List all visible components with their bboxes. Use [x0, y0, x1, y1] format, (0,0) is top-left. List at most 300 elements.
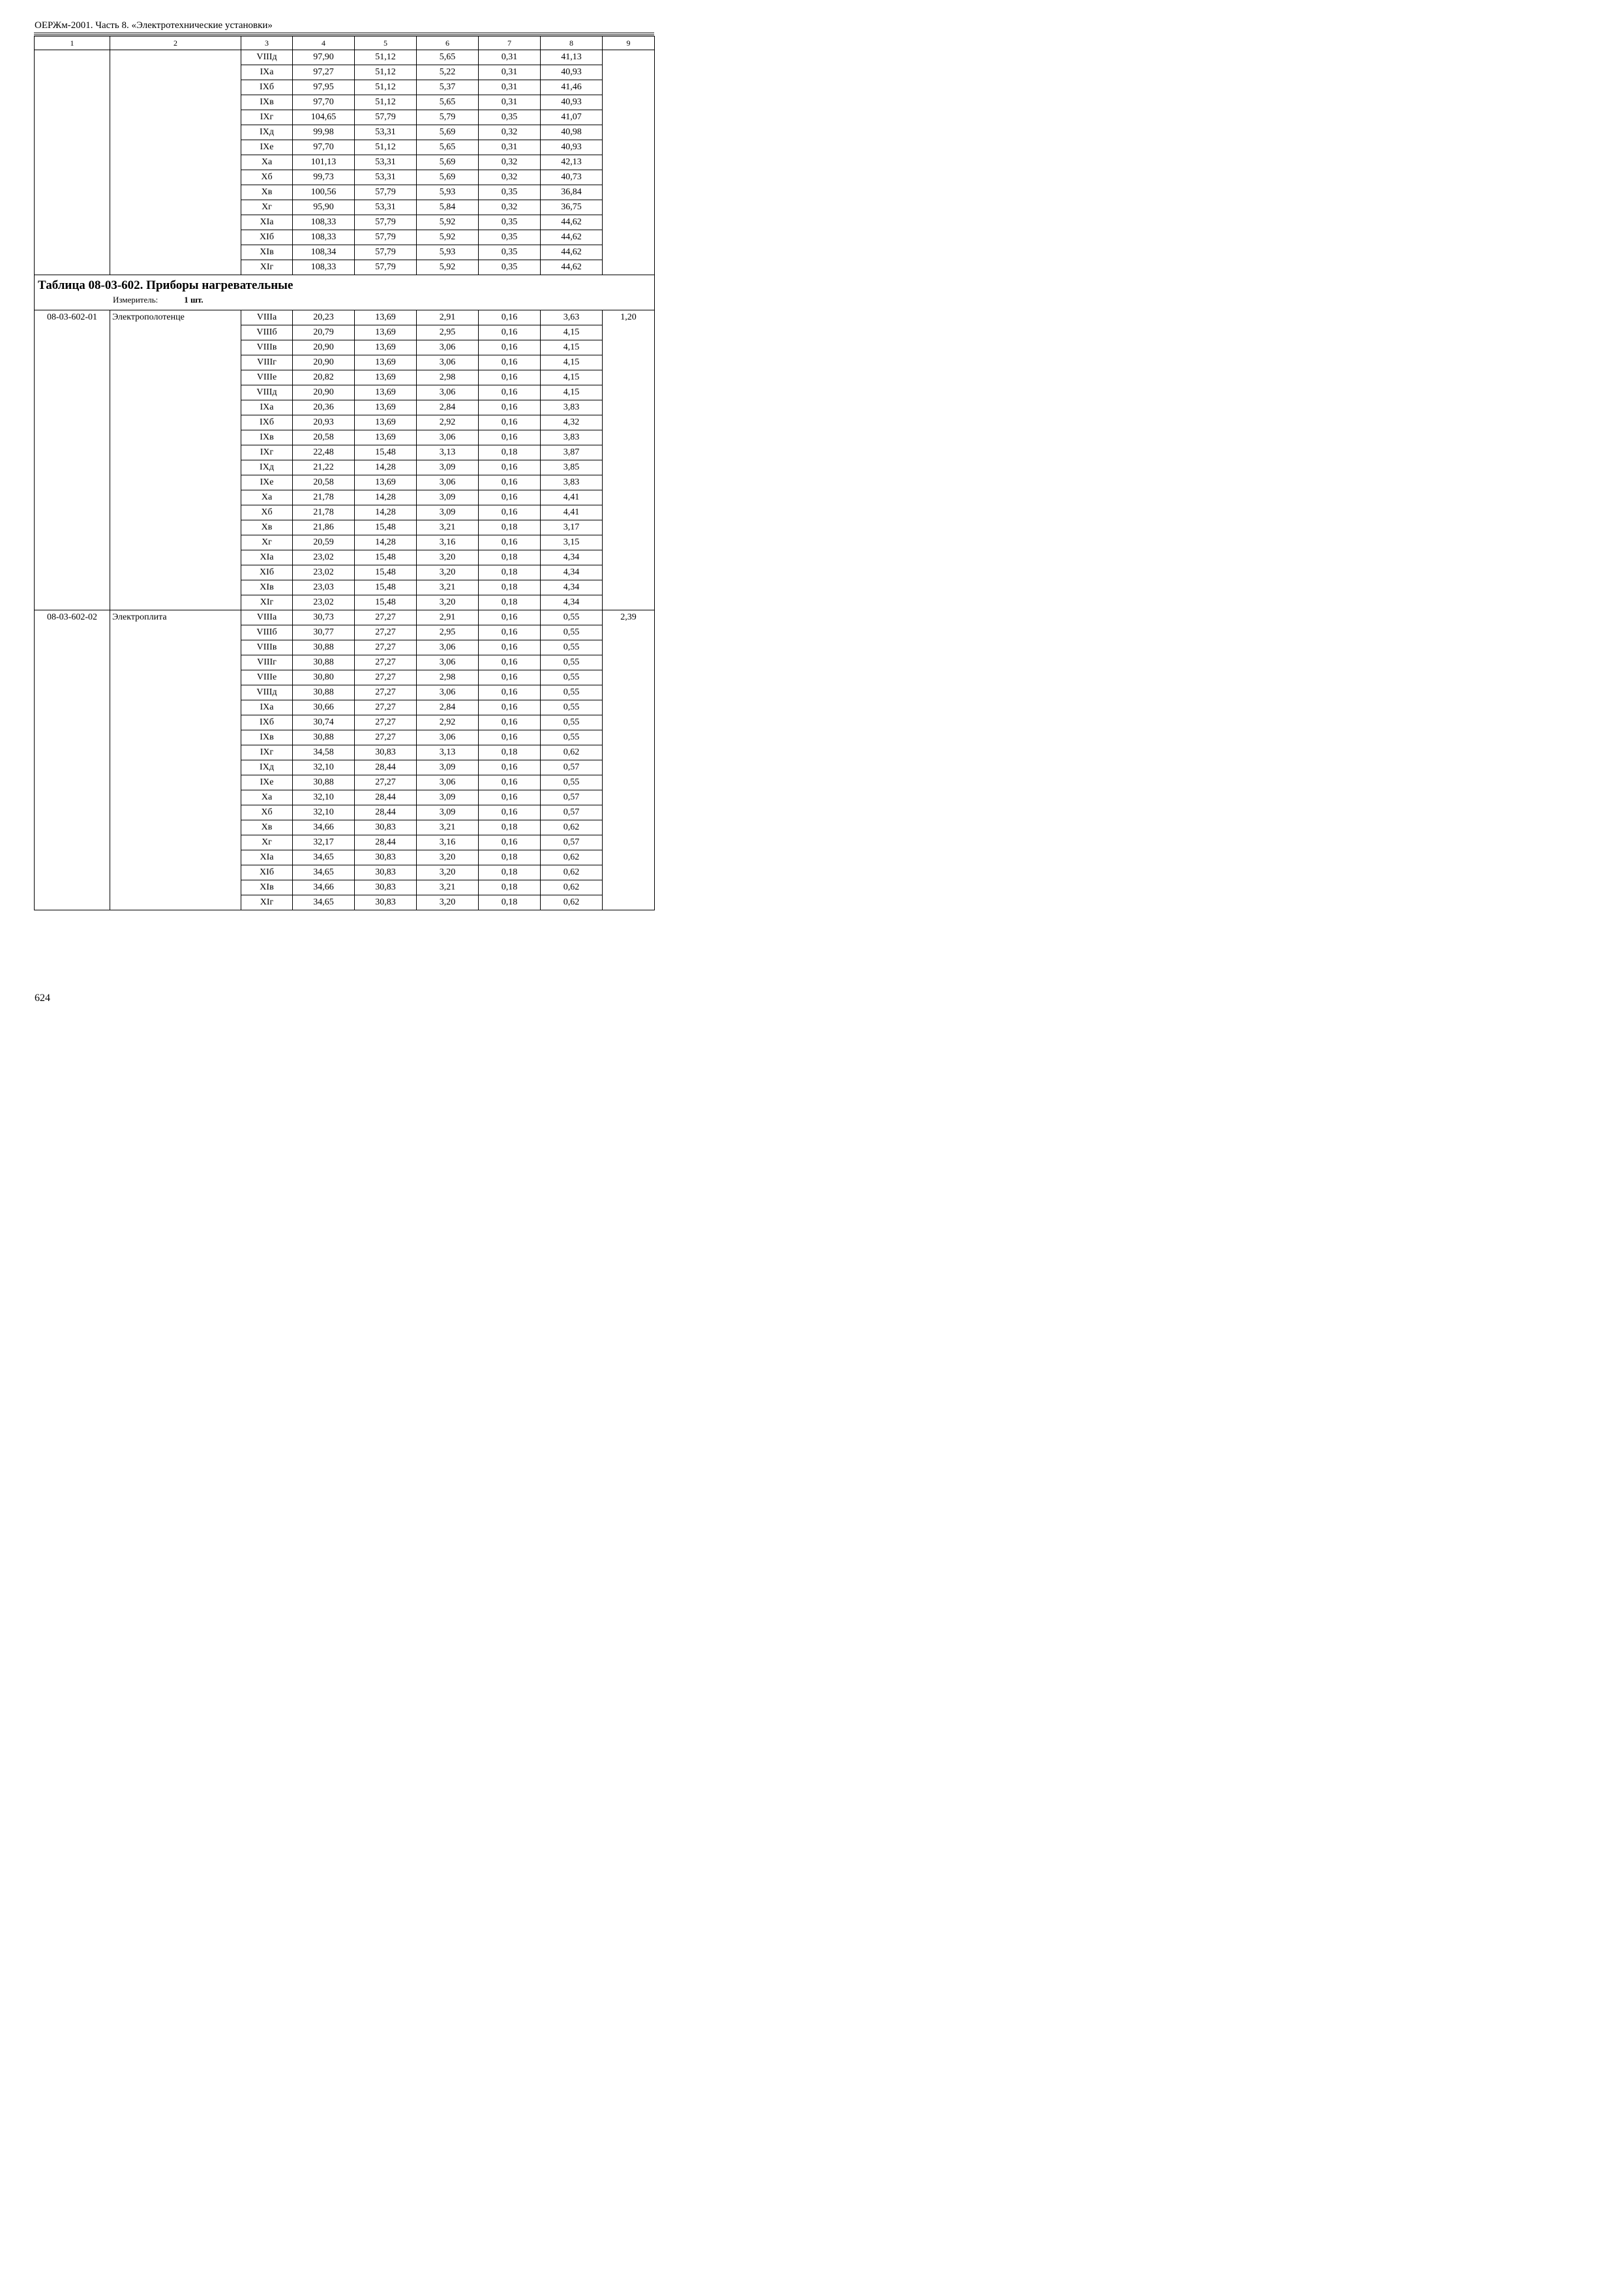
column-number: 6 [417, 37, 479, 50]
col-grade: XIг [241, 895, 293, 910]
col-grade: IXд [241, 460, 293, 475]
col-4: 95,90 [293, 200, 355, 215]
col-7: 0,31 [479, 140, 541, 155]
col-5: 27,27 [355, 640, 417, 655]
col-6: 3,06 [417, 475, 479, 490]
item-code: 08-03-602-01 [35, 310, 110, 610]
col-6: 5,65 [417, 50, 479, 65]
col-grade: IXе [241, 475, 293, 490]
col-7: 0,31 [479, 95, 541, 110]
col-8: 40,93 [541, 140, 603, 155]
col-7: 0,35 [479, 215, 541, 230]
col-grade: IXе [241, 140, 293, 155]
col-5: 53,31 [355, 125, 417, 140]
col-grade: VIIIа [241, 310, 293, 325]
col-6: 5,65 [417, 140, 479, 155]
col-grade: VIIIб [241, 325, 293, 340]
col-grade: XIв [241, 580, 293, 595]
col-7: 0,32 [479, 200, 541, 215]
col-4: 20,82 [293, 370, 355, 385]
col-8: 4,15 [541, 325, 603, 340]
col-8: 0,55 [541, 700, 603, 715]
col-grade: IXб [241, 80, 293, 95]
col-8: 44,62 [541, 215, 603, 230]
col-7: 0,18 [479, 745, 541, 760]
col-4: 108,34 [293, 245, 355, 260]
code-cell [35, 50, 110, 275]
col-8: 0,57 [541, 760, 603, 775]
col-grade: VIIIв [241, 340, 293, 355]
col-8: 0,55 [541, 655, 603, 670]
col-6: 3,09 [417, 805, 479, 820]
col-8: 36,84 [541, 185, 603, 200]
col-grade: Xб [241, 505, 293, 520]
col-4: 32,10 [293, 760, 355, 775]
col-5: 51,12 [355, 50, 417, 65]
col-7: 0,16 [479, 340, 541, 355]
col-4: 30,88 [293, 730, 355, 745]
col-4: 21,22 [293, 460, 355, 475]
col-5: 13,69 [355, 340, 417, 355]
col-4: 23,02 [293, 595, 355, 610]
col-6: 5,93 [417, 185, 479, 200]
col-8: 3,83 [541, 400, 603, 415]
col-7: 0,16 [479, 505, 541, 520]
col-7: 0,16 [479, 610, 541, 625]
col-7: 0,16 [479, 490, 541, 505]
col-grade: Xа [241, 790, 293, 805]
meter-line [35, 293, 654, 305]
col-4: 34,66 [293, 880, 355, 895]
col-5: 15,48 [355, 520, 417, 535]
col-8: 0,57 [541, 805, 603, 820]
column-number-row [35, 37, 655, 50]
col-8: 40,93 [541, 65, 603, 80]
col-4: 30,73 [293, 610, 355, 625]
col-7: 0,16 [479, 730, 541, 745]
col-5: 27,27 [355, 655, 417, 670]
col-6: 3,21 [417, 580, 479, 595]
col-4: 108,33 [293, 260, 355, 275]
col-grade: Xг [241, 535, 293, 550]
col-grade: Xв [241, 820, 293, 835]
section-row [35, 275, 655, 310]
col-8: 4,32 [541, 415, 603, 430]
col-7: 0,16 [479, 415, 541, 430]
col-4: 99,73 [293, 170, 355, 185]
item-code: 08-03-602-02 [35, 610, 110, 910]
col-5: 57,79 [355, 260, 417, 275]
col-8: 40,73 [541, 170, 603, 185]
col-5: 27,27 [355, 700, 417, 715]
meter-unit: 1 шт. [184, 295, 203, 305]
rates-table [34, 36, 655, 910]
col-6: 2,84 [417, 700, 479, 715]
col-grade: XIа [241, 550, 293, 565]
item-name: Электрополотенце [110, 310, 241, 610]
col-5: 27,27 [355, 610, 417, 625]
col-grade: Xв [241, 520, 293, 535]
col-6: 2,98 [417, 670, 479, 685]
col-7: 0,18 [479, 595, 541, 610]
col-9 [603, 50, 655, 275]
col-7: 0,16 [479, 700, 541, 715]
col-8: 4,34 [541, 565, 603, 580]
col-7: 0,18 [479, 820, 541, 835]
col-8: 0,55 [541, 730, 603, 745]
col-7: 0,16 [479, 475, 541, 490]
col-8: 0,55 [541, 625, 603, 640]
col-6: 5,69 [417, 125, 479, 140]
col-6: 2,92 [417, 415, 479, 430]
col-5: 30,83 [355, 745, 417, 760]
col-8: 0,55 [541, 610, 603, 625]
col-7: 0,18 [479, 445, 541, 460]
col-5: 51,12 [355, 80, 417, 95]
col-6: 5,69 [417, 155, 479, 170]
col-4: 20,79 [293, 325, 355, 340]
col-5: 57,79 [355, 215, 417, 230]
col-8: 41,46 [541, 80, 603, 95]
col-5: 30,83 [355, 820, 417, 835]
col-5: 15,48 [355, 445, 417, 460]
col-5: 28,44 [355, 760, 417, 775]
item-col-9: 2,39 [603, 610, 655, 910]
col-5: 57,79 [355, 245, 417, 260]
col-6: 5,92 [417, 230, 479, 245]
col-grade: Xб [241, 805, 293, 820]
col-7: 0,18 [479, 865, 541, 880]
col-grade: VIIIг [241, 355, 293, 370]
col-8: 0,62 [541, 850, 603, 865]
col-5: 13,69 [355, 355, 417, 370]
col-6: 5,22 [417, 65, 479, 80]
col-4: 20,93 [293, 415, 355, 430]
col-4: 23,02 [293, 550, 355, 565]
col-6: 2,91 [417, 610, 479, 625]
col-7: 0,16 [479, 670, 541, 685]
col-5: 28,44 [355, 805, 417, 820]
col-8: 0,55 [541, 670, 603, 685]
col-6: 3,21 [417, 520, 479, 535]
col-grade: IXв [241, 430, 293, 445]
col-8: 3,87 [541, 445, 603, 460]
col-6: 3,21 [417, 880, 479, 895]
col-8: 0,55 [541, 685, 603, 700]
col-4: 32,17 [293, 835, 355, 850]
col-8: 0,57 [541, 790, 603, 805]
col-grade: XIв [241, 245, 293, 260]
col-7: 0,16 [479, 655, 541, 670]
col-8: 0,55 [541, 640, 603, 655]
col-5: 30,83 [355, 895, 417, 910]
column-number: 1 [35, 37, 110, 50]
col-grade: XIв [241, 880, 293, 895]
col-5: 27,27 [355, 775, 417, 790]
column-number: 3 [241, 37, 293, 50]
col-7: 0,16 [479, 805, 541, 820]
col-7: 0,16 [479, 790, 541, 805]
col-7: 0,35 [479, 260, 541, 275]
section-heading [35, 275, 655, 310]
col-grade: VIIIв [241, 640, 293, 655]
col-6: 3,20 [417, 565, 479, 580]
col-4: 97,70 [293, 95, 355, 110]
col-7: 0,16 [479, 760, 541, 775]
col-4: 30,77 [293, 625, 355, 640]
rates-table-container [34, 36, 655, 910]
col-8: 41,13 [541, 50, 603, 65]
col-4: 20,58 [293, 475, 355, 490]
col-5: 27,27 [355, 685, 417, 700]
col-5: 14,28 [355, 505, 417, 520]
table-body [35, 37, 655, 910]
col-grade: IXб [241, 715, 293, 730]
col-7: 0,35 [479, 185, 541, 200]
col-8: 42,13 [541, 155, 603, 170]
col-grade: Xа [241, 155, 293, 170]
col-8: 4,34 [541, 580, 603, 595]
col-grade: VIIIе [241, 670, 293, 685]
col-6: 3,20 [417, 550, 479, 565]
col-4: 30,88 [293, 685, 355, 700]
col-5: 15,48 [355, 550, 417, 565]
col-5: 28,44 [355, 790, 417, 805]
col-5: 57,79 [355, 110, 417, 125]
col-4: 101,13 [293, 155, 355, 170]
col-grade: IXа [241, 400, 293, 415]
col-5: 14,28 [355, 535, 417, 550]
col-7: 0,16 [479, 535, 541, 550]
col-5: 53,31 [355, 200, 417, 215]
col-4: 100,56 [293, 185, 355, 200]
col-6: 3,21 [417, 820, 479, 835]
meter-label: Измеритель: [113, 295, 158, 305]
col-5: 53,31 [355, 155, 417, 170]
col-5: 13,69 [355, 325, 417, 340]
col-6: 2,84 [417, 400, 479, 415]
col-grade: Xг [241, 835, 293, 850]
col-7: 0,16 [479, 430, 541, 445]
col-grade: IXг [241, 745, 293, 760]
col-4: 23,03 [293, 580, 355, 595]
col-5: 14,28 [355, 490, 417, 505]
col-4: 22,48 [293, 445, 355, 460]
col-grade: XIг [241, 595, 293, 610]
col-5: 13,69 [355, 430, 417, 445]
col-5: 28,44 [355, 835, 417, 850]
col-7: 0,32 [479, 155, 541, 170]
col-4: 20,23 [293, 310, 355, 325]
col-6: 3,20 [417, 595, 479, 610]
col-grade: Xб [241, 170, 293, 185]
col-4: 30,88 [293, 775, 355, 790]
col-grade: IXе [241, 775, 293, 790]
col-7: 0,16 [479, 625, 541, 640]
col-7: 0,18 [479, 895, 541, 910]
col-6: 3,06 [417, 730, 479, 745]
col-grade: Xв [241, 185, 293, 200]
col-7: 0,18 [479, 850, 541, 865]
col-grade: IXв [241, 730, 293, 745]
col-4: 97,27 [293, 65, 355, 80]
col-6: 2,91 [417, 310, 479, 325]
col-8: 4,41 [541, 490, 603, 505]
col-6: 5,37 [417, 80, 479, 95]
col-8: 44,62 [541, 260, 603, 275]
item-col-9: 1,20 [603, 310, 655, 610]
col-8: 40,98 [541, 125, 603, 140]
col-6: 3,16 [417, 835, 479, 850]
col-8: 3,17 [541, 520, 603, 535]
item-name: Электроплита [110, 610, 241, 910]
column-number: 4 [293, 37, 355, 50]
col-4: 34,65 [293, 865, 355, 880]
col-7: 0,35 [479, 245, 541, 260]
col-4: 97,70 [293, 140, 355, 155]
col-grade: VIIIд [241, 685, 293, 700]
col-grade: VIIIб [241, 625, 293, 640]
col-4: 20,59 [293, 535, 355, 550]
col-8: 0,55 [541, 715, 603, 730]
col-7: 0,18 [479, 565, 541, 580]
col-8: 3,83 [541, 475, 603, 490]
col-8: 4,34 [541, 595, 603, 610]
col-7: 0,35 [479, 110, 541, 125]
col-6: 5,93 [417, 245, 479, 260]
col-4: 99,98 [293, 125, 355, 140]
col-7: 0,16 [479, 325, 541, 340]
col-grade: Xг [241, 200, 293, 215]
col-6: 3,09 [417, 460, 479, 475]
col-6: 3,09 [417, 760, 479, 775]
col-4: 21,78 [293, 490, 355, 505]
col-5: 51,12 [355, 65, 417, 80]
col-6: 3,06 [417, 685, 479, 700]
col-5: 27,27 [355, 625, 417, 640]
table-row [35, 50, 655, 65]
col-7: 0,16 [479, 715, 541, 730]
col-7: 0,31 [479, 65, 541, 80]
col-6: 2,98 [417, 370, 479, 385]
col-5: 51,12 [355, 95, 417, 110]
col-4: 20,90 [293, 385, 355, 400]
col-6: 5,92 [417, 215, 479, 230]
column-number: 5 [355, 37, 417, 50]
col-8: 0,62 [541, 880, 603, 895]
col-5: 27,27 [355, 670, 417, 685]
col-grade: IXд [241, 760, 293, 775]
col-grade: XIб [241, 865, 293, 880]
col-6: 5,69 [417, 170, 479, 185]
col-7: 0,18 [479, 520, 541, 535]
col-grade: IXг [241, 110, 293, 125]
col-grade: IXа [241, 700, 293, 715]
col-5: 15,48 [355, 565, 417, 580]
col-5: 51,12 [355, 140, 417, 155]
col-4: 20,58 [293, 430, 355, 445]
col-grade: VIIIг [241, 655, 293, 670]
col-6: 2,95 [417, 325, 479, 340]
col-grade: IXб [241, 415, 293, 430]
col-8: 3,85 [541, 460, 603, 475]
table-row [35, 310, 655, 325]
table-row [35, 610, 655, 625]
col-5: 30,83 [355, 880, 417, 895]
col-6: 3,16 [417, 535, 479, 550]
col-7: 0,16 [479, 355, 541, 370]
col-4: 97,90 [293, 50, 355, 65]
col-4: 104,65 [293, 110, 355, 125]
col-grade: Xа [241, 490, 293, 505]
col-8: 4,15 [541, 340, 603, 355]
col-6: 3,09 [417, 490, 479, 505]
col-6: 2,92 [417, 715, 479, 730]
col-7: 0,16 [479, 775, 541, 790]
col-7: 0,16 [479, 310, 541, 325]
col-6: 2,95 [417, 625, 479, 640]
col-4: 30,80 [293, 670, 355, 685]
col-grade: VIIIд [241, 50, 293, 65]
col-4: 21,78 [293, 505, 355, 520]
col-8: 0,62 [541, 745, 603, 760]
col-grade: VIIIа [241, 610, 293, 625]
col-7: 0,16 [479, 835, 541, 850]
col-5: 13,69 [355, 475, 417, 490]
col-grade: XIа [241, 215, 293, 230]
col-7: 0,16 [479, 685, 541, 700]
col-6: 3,20 [417, 895, 479, 910]
col-grade: VIIIд [241, 385, 293, 400]
col-4: 34,65 [293, 895, 355, 910]
col-4: 21,86 [293, 520, 355, 535]
col-6: 3,13 [417, 745, 479, 760]
col-4: 30,66 [293, 700, 355, 715]
col-4: 32,10 [293, 805, 355, 820]
col-6: 5,84 [417, 200, 479, 215]
col-6: 3,06 [417, 355, 479, 370]
col-4: 30,88 [293, 640, 355, 655]
col-4: 97,95 [293, 80, 355, 95]
col-8: 0,57 [541, 835, 603, 850]
col-8: 3,83 [541, 430, 603, 445]
col-4: 20,36 [293, 400, 355, 415]
col-5: 53,31 [355, 170, 417, 185]
col-6: 3,20 [417, 865, 479, 880]
col-8: 0,55 [541, 775, 603, 790]
col-8: 0,62 [541, 895, 603, 910]
col-7: 0,16 [479, 400, 541, 415]
column-number: 8 [541, 37, 603, 50]
col-6: 3,06 [417, 340, 479, 355]
col-4: 34,58 [293, 745, 355, 760]
col-4: 20,90 [293, 355, 355, 370]
col-6: 5,79 [417, 110, 479, 125]
col-grade: IXа [241, 65, 293, 80]
col-8: 4,41 [541, 505, 603, 520]
col-6: 3,06 [417, 655, 479, 670]
col-4: 30,74 [293, 715, 355, 730]
col-6: 3,13 [417, 445, 479, 460]
col-8: 44,62 [541, 230, 603, 245]
col-5: 13,69 [355, 310, 417, 325]
col-6: 3,09 [417, 505, 479, 520]
col-5: 13,69 [355, 385, 417, 400]
col-7: 0,18 [479, 550, 541, 565]
col-6: 3,09 [417, 790, 479, 805]
col-6: 3,06 [417, 385, 479, 400]
col-grade: XIг [241, 260, 293, 275]
